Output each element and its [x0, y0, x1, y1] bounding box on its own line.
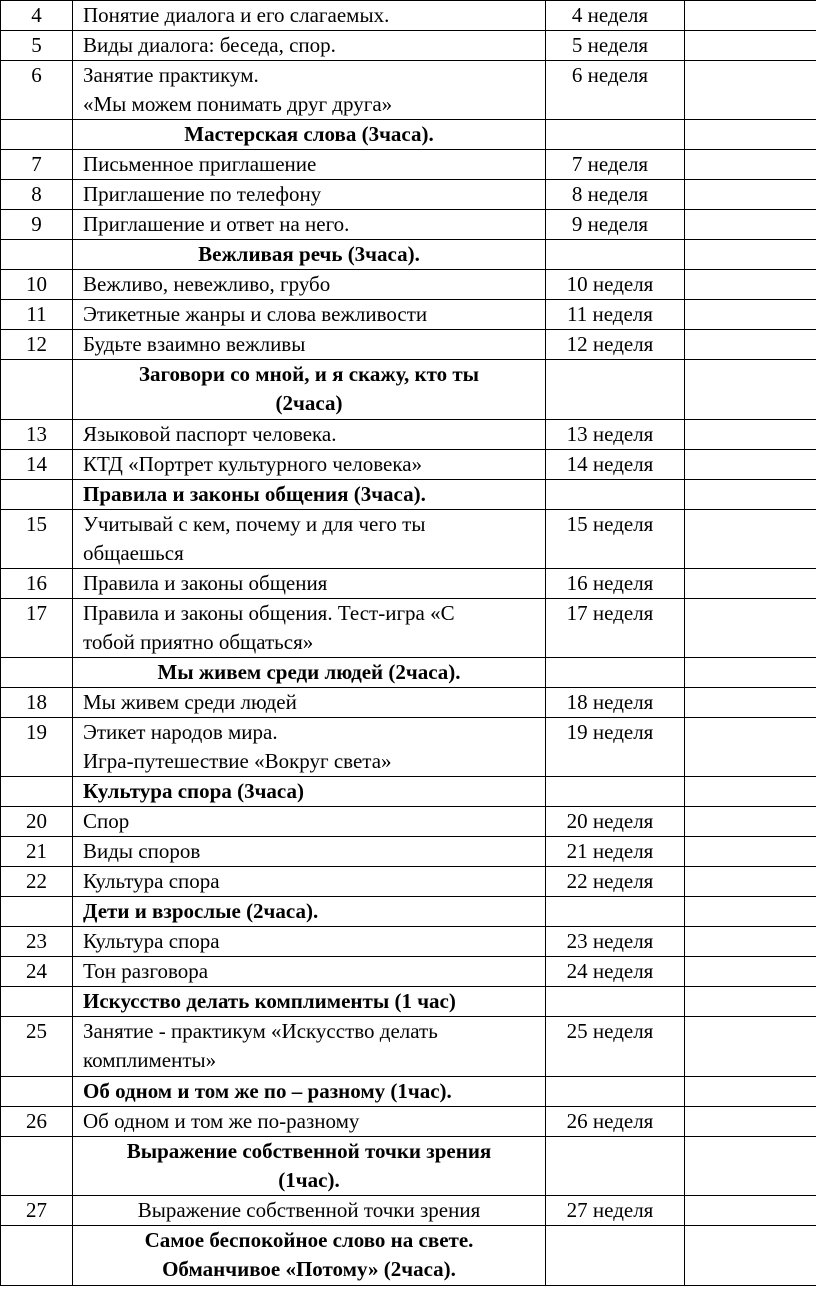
row-notes-cell: [685, 450, 816, 480]
schedule-table-body: [1, 1, 816, 1286]
row-notes-cell: [685, 688, 816, 718]
row-topic: Мы живем среди людей: [73, 688, 546, 718]
row-number: 4: [1, 1, 73, 31]
row-week: 17 неделя: [546, 599, 685, 658]
section-notes-cell: [685, 777, 816, 807]
section-number-cell: [1, 658, 73, 688]
section-week-cell: [546, 1226, 685, 1286]
table-row: [1, 330, 816, 360]
section-header-row: [1, 240, 816, 270]
section-week-cell: [546, 1077, 685, 1107]
row-notes-cell: [685, 807, 816, 837]
row-notes-cell: [685, 61, 816, 120]
table-row: [1, 1017, 816, 1077]
table-row: [1, 1, 816, 31]
row-notes-cell: [685, 330, 816, 360]
section-notes-cell: [685, 240, 816, 270]
section-notes-cell: [685, 480, 816, 510]
row-notes-cell: [685, 510, 816, 569]
row-number: 27: [1, 1196, 73, 1226]
row-number: 21: [1, 837, 73, 867]
row-topic: Языковой паспорт человека.: [73, 420, 546, 450]
row-number: 24: [1, 957, 73, 987]
section-number-cell: [1, 1137, 73, 1196]
row-topic: Правила и законы общения. Тест-игра «С тобой приятно общаться»: [73, 599, 546, 658]
row-week: 10 неделя: [546, 270, 685, 300]
section-notes-cell: [685, 120, 816, 150]
section-number-cell: [1, 120, 73, 150]
section-notes-cell: [685, 360, 816, 420]
row-topic: Виды диалога: беседа, спор.: [73, 31, 546, 61]
row-week: 22 неделя: [546, 867, 685, 897]
row-notes-cell: [685, 867, 816, 897]
section-header-row: [1, 1077, 816, 1107]
row-week: 26 неделя: [546, 1107, 685, 1137]
row-topic: Вежливо, невежливо, грубо: [73, 270, 546, 300]
row-number: 8: [1, 180, 73, 210]
section-number-cell: [1, 1226, 73, 1286]
section-number-cell: [1, 1077, 73, 1107]
section-header-row: [1, 480, 816, 510]
row-topic: Приглашение и ответ на него.: [73, 210, 546, 240]
section-week-cell: [546, 480, 685, 510]
row-number: 25: [1, 1017, 73, 1077]
section-title: Вежливая речь (3часа).: [73, 240, 546, 270]
row-topic: Письменное приглашение: [73, 150, 546, 180]
row-notes-cell: [685, 31, 816, 61]
table-row: [1, 1107, 816, 1137]
row-week: 8 неделя: [546, 180, 685, 210]
section-notes-cell: [685, 987, 816, 1017]
row-topic: Выражение собственной точки зрения: [73, 1196, 546, 1226]
section-title: Правила и законы общения (3часа).: [73, 480, 546, 510]
table-row: [1, 510, 816, 569]
table-row: [1, 150, 816, 180]
row-number: 26: [1, 1107, 73, 1137]
row-week: 21 неделя: [546, 837, 685, 867]
row-notes-cell: [685, 1017, 816, 1077]
row-week: 7 неделя: [546, 150, 685, 180]
section-header-row: [1, 1137, 816, 1196]
section-header-row: [1, 360, 816, 420]
row-week: 23 неделя: [546, 927, 685, 957]
row-notes-cell: [685, 210, 816, 240]
section-number-cell: [1, 480, 73, 510]
row-number: 11: [1, 300, 73, 330]
row-week: 25 неделя: [546, 1017, 685, 1077]
row-number: 13: [1, 420, 73, 450]
row-topic: Этикет народов мира. Игра-путешествие «Вокруг света»: [73, 718, 546, 777]
row-notes-cell: [685, 837, 816, 867]
row-notes-cell: [685, 420, 816, 450]
section-week-cell: [546, 987, 685, 1017]
row-number: 12: [1, 330, 73, 360]
section-week-cell: [546, 1137, 685, 1196]
section-notes-cell: [685, 1077, 816, 1107]
row-topic: Культура спора: [73, 927, 546, 957]
row-notes-cell: [685, 1, 816, 31]
section-header-row: [1, 777, 816, 807]
section-notes-cell: [685, 1137, 816, 1196]
section-number-cell: [1, 240, 73, 270]
row-notes-cell: [685, 300, 816, 330]
row-topic: Занятие практикум. «Мы можем понимать друг друга»: [73, 61, 546, 120]
row-notes-cell: [685, 180, 816, 210]
section-number-cell: [1, 987, 73, 1017]
row-topic: Тон разговора: [73, 957, 546, 987]
row-notes-cell: [685, 1107, 816, 1137]
table-row: [1, 420, 816, 450]
row-number: 17: [1, 599, 73, 658]
table-row: [1, 718, 816, 777]
row-number: 15: [1, 510, 73, 569]
row-week: 16 неделя: [546, 569, 685, 599]
row-week: 12 неделя: [546, 330, 685, 360]
row-topic: Приглашение по телефону: [73, 180, 546, 210]
section-week-cell: [546, 897, 685, 927]
table-row: [1, 61, 816, 120]
table-row: [1, 837, 816, 867]
row-notes-cell: [685, 1196, 816, 1226]
table-row: [1, 927, 816, 957]
section-header-row: [1, 658, 816, 688]
row-topic: Понятие диалога и его слагаемых.: [73, 1, 546, 31]
section-number-cell: [1, 897, 73, 927]
row-number: 14: [1, 450, 73, 480]
row-number: 22: [1, 867, 73, 897]
table-row: [1, 450, 816, 480]
row-week: 6 неделя: [546, 61, 685, 120]
section-title: Заговори со мной, и я скажу, кто ты (2часа): [73, 360, 546, 420]
row-week: 19 неделя: [546, 718, 685, 777]
row-week: 18 неделя: [546, 688, 685, 718]
row-week: 15 неделя: [546, 510, 685, 569]
row-topic: Будьте взаимно вежливы: [73, 330, 546, 360]
row-topic: Спор: [73, 807, 546, 837]
row-topic: Правила и законы общения: [73, 569, 546, 599]
row-week: 4 неделя: [546, 1, 685, 31]
row-topic: Занятие - практикум «Искусство делать комплименты»: [73, 1017, 546, 1077]
table-row: [1, 180, 816, 210]
row-week: 14 неделя: [546, 450, 685, 480]
row-notes-cell: [685, 150, 816, 180]
row-topic: Этикетные жанры и слова вежливости: [73, 300, 546, 330]
row-number: 7: [1, 150, 73, 180]
row-number: 5: [1, 31, 73, 61]
row-week: 20 неделя: [546, 807, 685, 837]
table-row: [1, 599, 816, 658]
row-week: 27 неделя: [546, 1196, 685, 1226]
section-title: Мы живем среди людей (2часа).: [73, 658, 546, 688]
row-topic: КТД «Портрет культурного человека»: [73, 450, 546, 480]
row-notes-cell: [685, 270, 816, 300]
table-row: [1, 807, 816, 837]
section-title: Мастерская слова (3часа).: [73, 120, 546, 150]
row-number: 16: [1, 569, 73, 599]
section-title: Выражение собственной точки зрения (1час).: [73, 1137, 546, 1196]
section-title: Искусство делать комплименты (1 час): [73, 987, 546, 1017]
section-title: Дети и взрослые (2часа).: [73, 897, 546, 927]
row-number: 20: [1, 807, 73, 837]
row-notes-cell: [685, 927, 816, 957]
section-header-row: [1, 120, 816, 150]
row-number: 10: [1, 270, 73, 300]
table-row: [1, 31, 816, 61]
row-number: 6: [1, 61, 73, 120]
row-notes-cell: [685, 957, 816, 987]
row-notes-cell: [685, 569, 816, 599]
table-row: [1, 1196, 816, 1226]
row-week: 13 неделя: [546, 420, 685, 450]
section-number-cell: [1, 777, 73, 807]
row-number: 9: [1, 210, 73, 240]
section-week-cell: [546, 240, 685, 270]
row-week: 24 неделя: [546, 957, 685, 987]
table-row: [1, 210, 816, 240]
section-week-cell: [546, 120, 685, 150]
row-topic: Культура спора: [73, 867, 546, 897]
section-notes-cell: [685, 897, 816, 927]
row-notes-cell: [685, 718, 816, 777]
table-row: [1, 688, 816, 718]
section-header-row: [1, 987, 816, 1017]
section-title: Самое беспокойное слово на свете. Обманчивое «Потому» (2часа).: [73, 1226, 546, 1286]
row-week: 9 неделя: [546, 210, 685, 240]
row-topic: Виды споров: [73, 837, 546, 867]
section-week-cell: [546, 658, 685, 688]
section-week-cell: [546, 777, 685, 807]
row-number: 18: [1, 688, 73, 718]
section-notes-cell: [685, 658, 816, 688]
section-week-cell: [546, 360, 685, 420]
table-row: [1, 270, 816, 300]
row-topic: Об одном и том же по-разному: [73, 1107, 546, 1137]
row-topic: Учитывай с кем, почему и для чего ты общаешься: [73, 510, 546, 569]
table-row: [1, 957, 816, 987]
section-number-cell: [1, 360, 73, 420]
section-header-row: [1, 1226, 816, 1286]
section-notes-cell: [685, 1226, 816, 1286]
section-title: Об одном и том же по – разному (1час).: [73, 1077, 546, 1107]
row-week: 5 неделя: [546, 31, 685, 61]
table-row: [1, 569, 816, 599]
section-title: Культура спора (3часа): [73, 777, 546, 807]
row-number: 23: [1, 927, 73, 957]
section-header-row: [1, 897, 816, 927]
row-notes-cell: [685, 599, 816, 658]
row-week: 11 неделя: [546, 300, 685, 330]
table-row: [1, 300, 816, 330]
row-number: 19: [1, 718, 73, 777]
table-row: [1, 867, 816, 897]
